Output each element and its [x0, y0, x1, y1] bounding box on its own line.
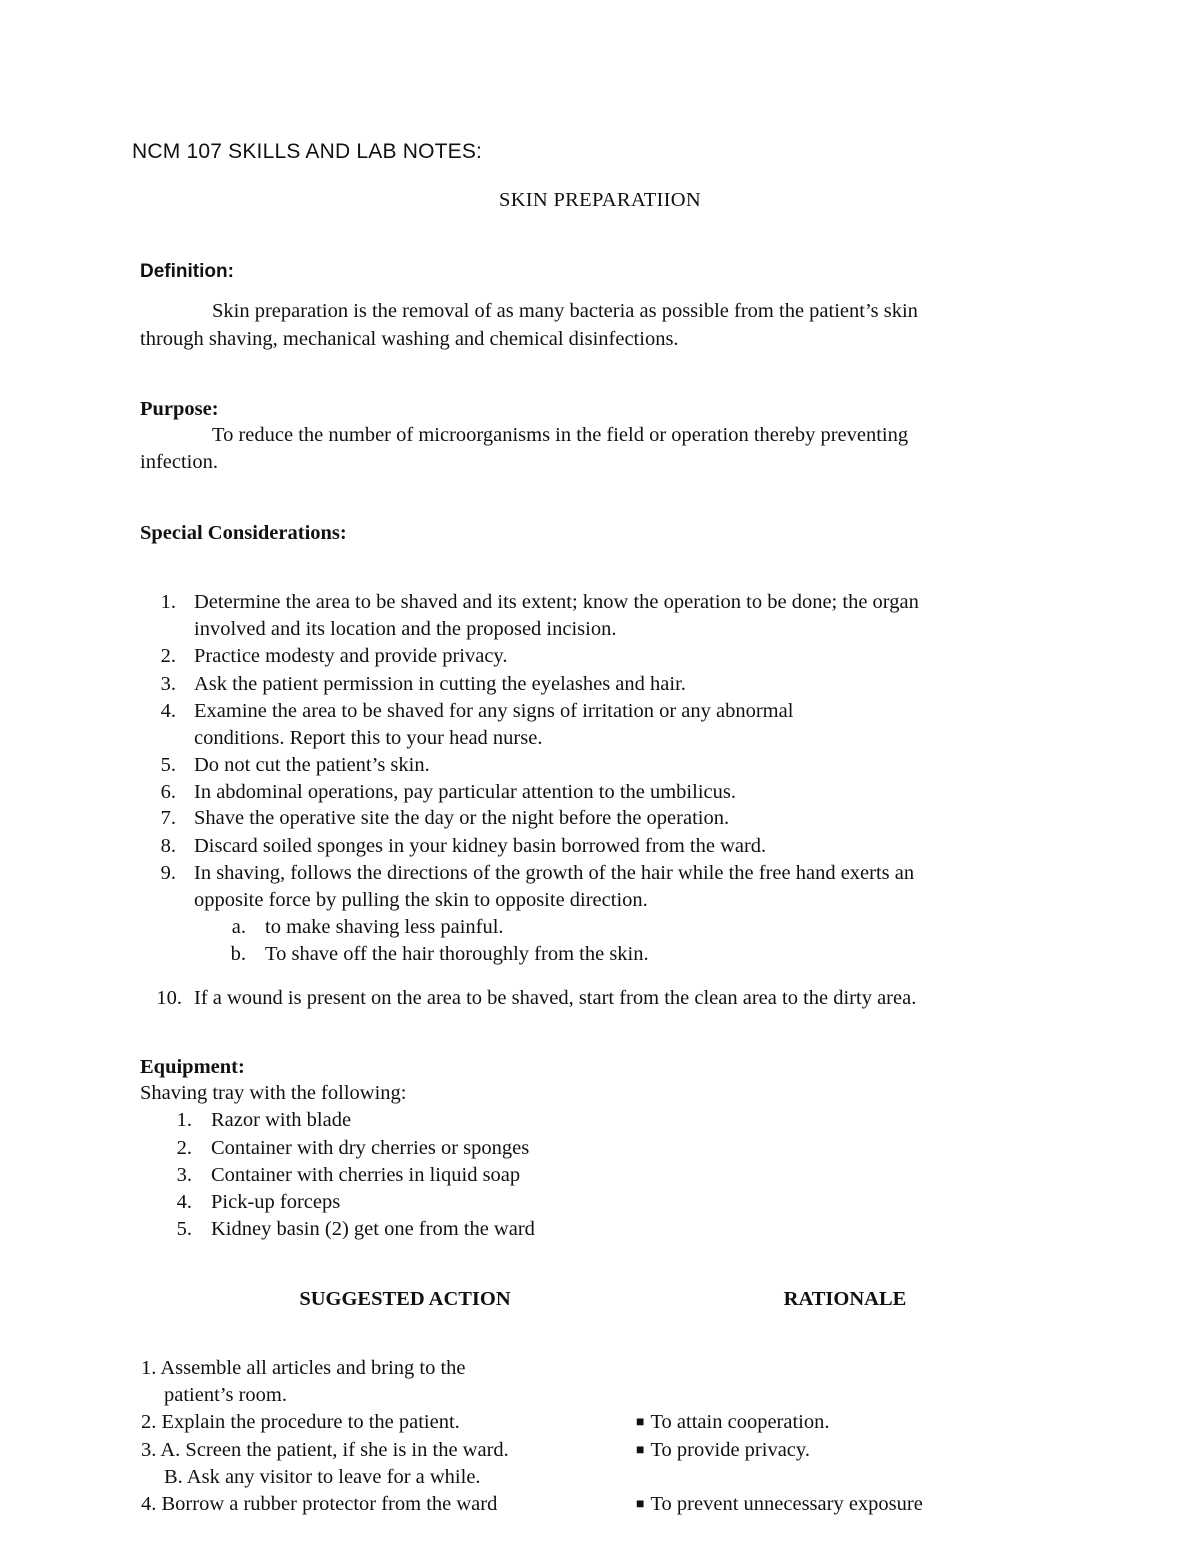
purpose-heading: Purpose: [140, 398, 219, 420]
purpose-line-2: infection. [140, 451, 218, 473]
bullet-icon: ■ [636, 1415, 645, 1430]
definition-line-1: Skin preparation is the removal of as many bacteria as possible from the patient’s skin [212, 300, 918, 322]
column-header-action: SUGGESTED ACTION [299, 1288, 511, 1310]
rationale-cell: ■ To provide privacy. [636, 1439, 810, 1461]
rationale-cell: ■ To attain cooperation. [636, 1411, 830, 1433]
document-subtitle: SKIN PREPARATIION [499, 189, 701, 211]
column-header-rationale: RATIONALE [783, 1288, 907, 1310]
equipment-heading: Equipment: [140, 1056, 245, 1078]
considerations-heading: Special Considerations: [140, 522, 347, 544]
definition-line-2: through shaving, mechanical washing and chemical disinfections. [140, 328, 679, 350]
document-title: NCM 107 SKILLS AND LAB NOTES: [132, 140, 483, 163]
purpose-line-1: To reduce the number of microorganisms in the field or operation thereby preventing [212, 424, 909, 446]
document-page: NCM 107 SKILLS AND LAB NOTES: SKIN PREPARATIION Definition: Skin preparation is the removal of as many bacteria as possible from the patient’s skin through shaving, mechanical washing and chemical disinfections. Purpose: To reduce the number of microorganisms in the field or operation thereby preventing infection. Special Considerations: 1. Determine the area to be shaved and its extent; know the operation to be done; the organ involved and its location and the proposed incision. 2. Practice modesty and provide privacy. 3. Ask the patient permission in cutting the eyelashes and hair. 4. Examine the area to be shaved for any signs of irritation or any abnormal conditions. Report this to your head nurse. 5. Do not cut the patient’s skin. 6. In abdominal operations, pay particular attention to the umbilicus. 7. Shave the operative site the day or the night before the operation. 8. Discard soiled sponges in your kidney basin borrowed from the ward. 9. In shaving, follows the directions of the growth of the hair while the free hand exerts an opposite force by pulling the skin to opposite direction. a. to make shaving less painful. b. To shave off the hair thoroughly from the skin. 10. If a wound is present on the area to be shaved, start from the clean area to the dirty area. Equipment: Shaving tray with the following: 1. Razor with blade 2. Container with dry cherries or sponges 3. Container with cherries in liquid soap 4. Pick-up forceps 5. Kidney basin (2) get one from the ward SUGGESTED ACTION RATIONALE 1. Assemble all articles and bring to the patient’s room. 2. Explain the procedure to the patient. ■ To attain cooperation. 3. A. Screen the patient, if she is in the ward. B. Ask any visitor to leave for a while. ■ To provide privacy. 4. Borrow a rubber protector from the ward ■ To prevent unnecessary exposure [0, 0, 1200, 1553]
definition-heading: Definition: [140, 261, 234, 282]
bullet-icon: ■ [636, 1443, 645, 1458]
equipment-intro: Shaving tray with the following: [140, 1082, 407, 1104]
rationale-cell: ■ To prevent unnecessary exposure [636, 1493, 923, 1515]
bullet-icon: ■ [636, 1497, 645, 1512]
